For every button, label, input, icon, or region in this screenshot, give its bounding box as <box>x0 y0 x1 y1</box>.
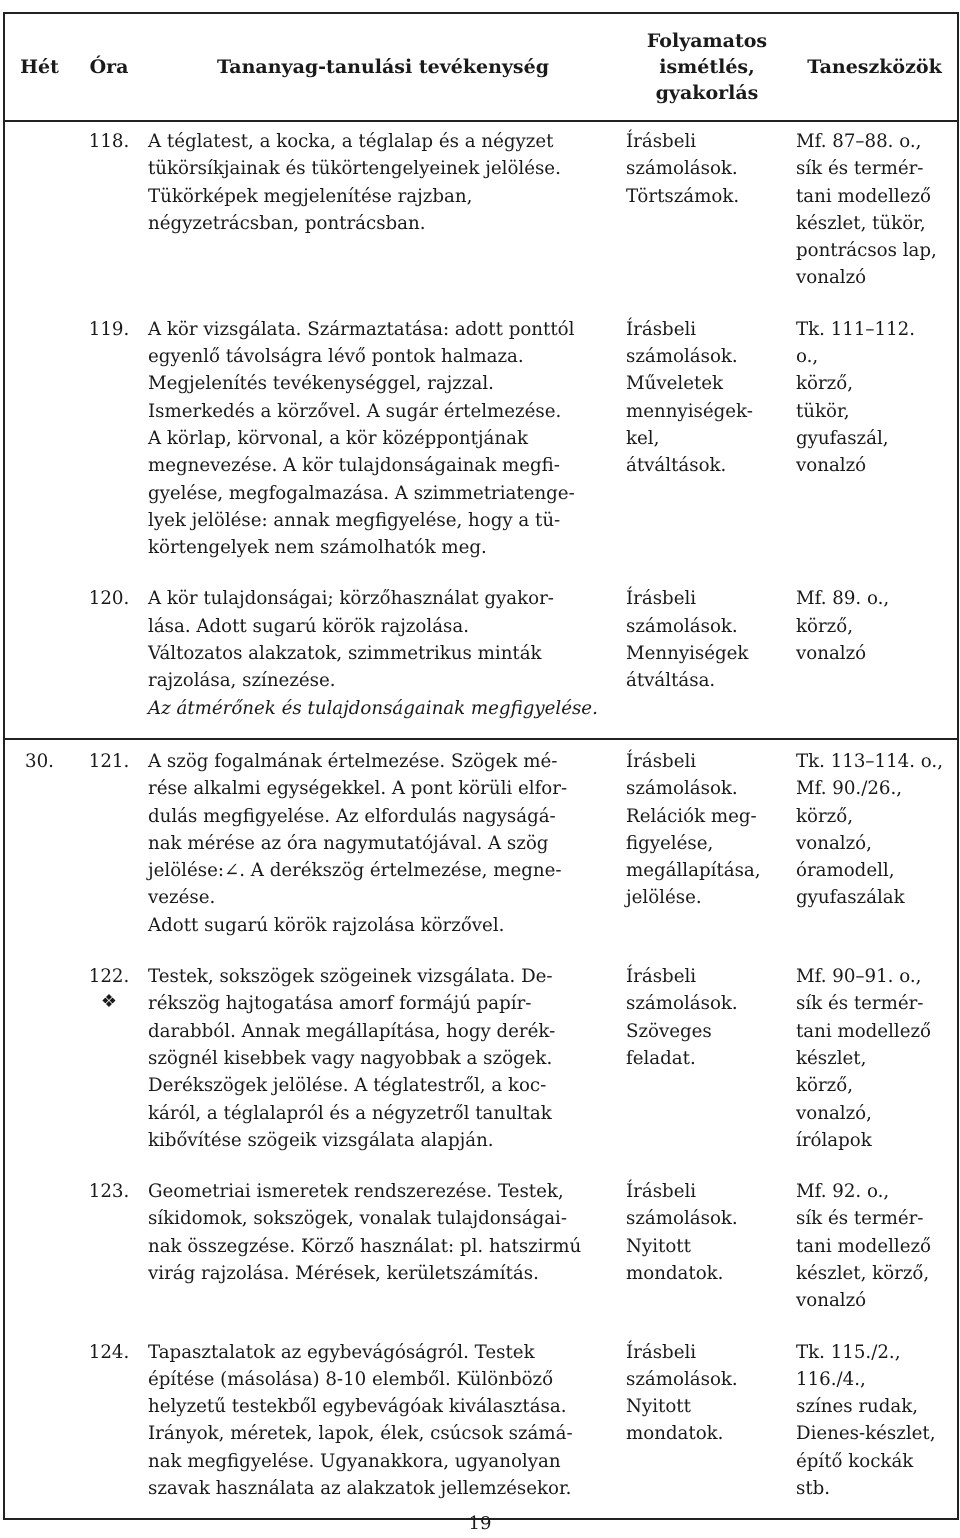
tools-line: sík és termér- <box>796 1208 924 1230</box>
repetition-line: feladat. <box>626 1047 696 1069</box>
topic-line: vezése. <box>148 887 216 909</box>
topic-line: Megjelenítés tevékenységgel, rajzzal. <box>148 373 494 395</box>
tools-line: o., <box>796 346 819 368</box>
topic-line: rése alkalmi egységekkel. A pont körüli elfor- <box>148 778 568 800</box>
lesson-plan-table <box>3 12 959 1520</box>
topic-cell <box>144 1170 622 1330</box>
tools-cell <box>792 955 958 1170</box>
tools-line: készlet, tükör, <box>796 212 926 234</box>
table-row <box>4 955 958 1170</box>
week-cell <box>4 1331 74 1520</box>
tools-line: 116./4., <box>796 1368 866 1390</box>
topic-line: A körlap, körvonal, a kör középpontjának <box>148 427 528 449</box>
tools-line: tani modellező <box>796 1020 931 1042</box>
table-row <box>4 1331 958 1520</box>
diamond-mark-icon: ❖ <box>100 991 118 1013</box>
topic-line: káról, a téglalapról és a négyzetről tanultak <box>148 1102 552 1124</box>
lesson-number: 120. <box>88 588 130 610</box>
tools-line: készlet, <box>796 1047 867 1069</box>
topic-line: Tapasztalatok az egybevágóságról. Testek <box>148 1341 535 1363</box>
header-repetition-line: Folyamatos <box>646 30 768 52</box>
repetition-line: Nyitott <box>626 1235 691 1257</box>
topic-cell <box>144 1331 622 1520</box>
topic-line: lása. Adott sugarú körök rajzolása. <box>148 615 469 637</box>
tools-line: vonalzó <box>796 643 867 665</box>
topic-line: Testek, sokszögek szögeinek vizsgálata. De- <box>148 966 553 988</box>
hour-cell <box>74 1170 144 1330</box>
topic-line: körtengelyek nem számolhatók meg. <box>148 537 487 559</box>
topic-line: rajzolása, színezése. <box>148 670 336 692</box>
tools-line: körző, <box>796 615 853 637</box>
hour-cell <box>74 1331 144 1520</box>
week-cell <box>4 121 74 308</box>
tools-line: pontrácsos lap, <box>796 240 937 262</box>
hour-cell <box>74 955 144 1170</box>
week-cell <box>4 955 74 1170</box>
lesson-number: 122. <box>88 966 130 988</box>
table-body <box>4 121 958 1519</box>
table-row <box>4 1170 958 1330</box>
hour-cell <box>74 739 144 955</box>
topic-line: jelölése:∠. A derékszög értelmezése, megne- <box>148 860 562 882</box>
topic-line: négyzetrácsban, pontrácsban. <box>148 212 426 234</box>
week-cell <box>4 308 74 578</box>
repetition-line: Írásbeli <box>626 131 697 152</box>
tools-line: gyufaszál, <box>796 427 889 449</box>
topic-line: Derékszögek jelölése. A téglatestről, a koc- <box>148 1075 547 1097</box>
page-number: 19 <box>468 1513 492 1534</box>
topic-line: nak mérése az óra nagymutatójával. A szög <box>148 832 549 854</box>
tools-line: körző, <box>796 805 853 827</box>
tools-cell <box>792 739 958 955</box>
tools-line: körző, <box>796 1075 853 1097</box>
tools-line: készlet, körző, <box>796 1262 930 1284</box>
table-row <box>4 577 958 738</box>
tools-cell <box>792 121 958 308</box>
repetition-line: Relációk meg- <box>626 805 757 827</box>
header-hour: Óra <box>74 13 144 121</box>
repetition-line: Törtszámok. <box>626 185 740 207</box>
header-week: Hét <box>4 13 74 121</box>
header-topic: Tananyag-tanulási tevékenység <box>144 13 622 121</box>
header-repetition <box>622 13 792 121</box>
tools-line: gyufaszálak <box>796 887 905 909</box>
repetition-line: Nyitott <box>626 1396 691 1418</box>
topic-cell <box>144 739 622 955</box>
topic-line: szavak használata az alakzatok jellemzésekor. <box>148 1478 572 1500</box>
topic-line: A téglatest, a kocka, a téglalap és a négyzet <box>148 131 554 152</box>
topic-line: tükörsíkjainak és tükörtengelyeinek jelölése. <box>148 158 561 180</box>
tools-line: stb. <box>796 1478 831 1500</box>
repetition-cell <box>622 121 792 308</box>
repetition-line: számolások. <box>626 346 738 368</box>
tools-line: színes rudak, <box>796 1396 919 1418</box>
tools-line: óramodell, <box>796 860 895 882</box>
repetition-line: mondatok. <box>626 1262 724 1284</box>
topic-line: A kör tulajdonságai; körzőhasználat gyakor- <box>148 588 554 610</box>
repetition-line: Írásbeli <box>626 966 697 988</box>
topic-line: síkidomok, sokszögek, vonalak tulajdonságai- <box>148 1208 568 1230</box>
tools-line: tani modellező <box>796 1235 931 1257</box>
tools-line: vonalzó, <box>796 832 872 854</box>
week-cell <box>4 1170 74 1330</box>
header-repetition-line: gyakorlás <box>655 82 759 104</box>
repetition-cell <box>622 308 792 578</box>
tools-line: tükör, <box>796 400 850 422</box>
topic-line: lyek jelölése: annak megfigyelése, hogy a tü- <box>148 509 561 531</box>
repetition-cell <box>622 577 792 738</box>
repetition-line: átváltások. <box>626 455 727 477</box>
week-cell <box>4 739 74 955</box>
repetition-cell <box>622 1170 792 1330</box>
tools-line: Dienes-készlet, <box>796 1423 936 1445</box>
topic-cell <box>144 955 622 1170</box>
repetition-line: kel, <box>626 427 660 449</box>
table-row <box>4 308 958 578</box>
topic-line: helyzetű testekből egybevágóak kiválasztása. <box>148 1396 567 1418</box>
repetition-line: Írásbeli <box>626 1341 697 1363</box>
tools-line: sík és termér- <box>796 993 924 1015</box>
topic-line: A szög fogalmának értelmezése. Szögek mé- <box>148 750 558 772</box>
topic-line: rékszög hajtogatása amorf formájú papír- <box>148 993 532 1015</box>
topic-line: gyelése, megfogalmazása. A szimmetriatenge- <box>148 482 575 504</box>
lesson-number: 118. <box>88 131 130 152</box>
tools-line: Tk. 113–114. o., <box>796 750 943 772</box>
repetition-line: számolások. <box>626 1368 738 1390</box>
week-cell <box>4 577 74 738</box>
tools-line: építő kockák <box>796 1450 914 1472</box>
repetition-line: számolások. <box>626 778 738 800</box>
lesson-number: 121. <box>88 750 130 772</box>
tools-line: vonalzó <box>796 1290 867 1312</box>
topic-cell <box>144 308 622 578</box>
repetition-line: megállapítása, <box>626 860 761 882</box>
repetition-line: jelölése. <box>626 887 702 909</box>
tools-line: Mf. 92. o., <box>796 1181 890 1203</box>
tools-cell <box>792 1331 958 1520</box>
tools-line: tani modellező <box>796 185 931 207</box>
tools-cell <box>792 1170 958 1330</box>
tools-line: körző, <box>796 373 853 395</box>
lesson-number: 119. <box>88 318 130 340</box>
tools-line: Mf. 87–88. o., <box>796 131 922 152</box>
topic-line: Ismerkedés a körzővel. A sugár értelmezése. <box>148 400 562 422</box>
tools-line: Mf. 89. o., <box>796 588 890 610</box>
lesson-number: 124. <box>88 1341 130 1363</box>
tools-line: vonalzó <box>796 267 867 289</box>
repetition-line: Mennyiségek <box>626 643 749 665</box>
table-row <box>4 121 958 308</box>
tools-line: sík és termér- <box>796 158 924 180</box>
tools-line: Tk. 115./2., <box>796 1341 901 1363</box>
repetition-line: számolások. <box>626 615 738 637</box>
topic-line: Adott sugarú körök rajzolása körzővel. <box>148 914 505 936</box>
repetition-line: Írásbeli <box>626 750 697 772</box>
topic-line: szögnél kisebbek vagy nagyobbak a szögek. <box>148 1047 553 1069</box>
topic-cell <box>144 577 622 738</box>
topic-line: megnevezése. A kör tulajdonságainak megfi- <box>148 455 560 477</box>
repetition-line: Írásbeli <box>626 318 697 340</box>
tools-line: Mf. 90./26., <box>796 778 903 800</box>
tools-line: vonalzó <box>796 455 867 477</box>
topic-line: A kör vizsgálata. Származtatása: adott ponttól <box>148 318 575 340</box>
topic-line: dulás megfigyelése. Az elfordulás nagyságá- <box>148 805 556 827</box>
header-tools: Taneszközök <box>792 13 958 121</box>
table-row <box>4 739 958 955</box>
repetition-line: Szöveges <box>626 1020 712 1042</box>
repetition-line: Írásbeli <box>626 1181 697 1203</box>
repetition-cell <box>622 955 792 1170</box>
repetition-line: átváltása. <box>626 670 716 692</box>
repetition-cell <box>622 1331 792 1520</box>
tools-line: írólapok <box>796 1129 872 1151</box>
topic-line-italic: Az átmérőnek és tulajdonságainak megfigyelése. <box>148 697 598 719</box>
topic-line: virág rajzolása. Mérések, kerületszámítás. <box>148 1262 539 1284</box>
tools-cell <box>792 308 958 578</box>
repetition-line: számolások. <box>626 1208 738 1230</box>
header-repetition-line: ismétlés, <box>659 56 755 78</box>
lesson-number: 123. <box>88 1181 130 1203</box>
topic-line: építése (másolása) 8-10 elemből. Különböző <box>148 1368 554 1390</box>
hour-cell <box>74 121 144 308</box>
tools-line: vonalzó, <box>796 1102 872 1124</box>
topic-cell <box>144 121 622 308</box>
topic-line: kibővítése szögeik vizsgálata alapján. <box>148 1129 494 1151</box>
table-header-row <box>4 13 958 121</box>
hour-cell <box>74 577 144 738</box>
topic-line: Geometriai ismeretek rendszerezése. Testek, <box>148 1181 564 1203</box>
repetition-line: számolások. <box>626 158 738 180</box>
repetition-line: Műveletek <box>626 373 724 395</box>
topic-line: Tükörképek megjelenítése rajzban, <box>148 185 473 207</box>
tools-line: Mf. 90–91. o., <box>796 966 922 988</box>
topic-line: Változatos alakzatok, szimmetrikus minták <box>148 643 542 665</box>
tools-line: Tk. 111–112. <box>796 318 916 340</box>
topic-line: egyenlő távolságra lévő pontok halmaza. <box>148 346 524 368</box>
repetition-line: számolások. <box>626 993 738 1015</box>
repetition-cell <box>622 739 792 955</box>
topic-line: nak megfigyelése. Ugyanakkora, ugyanolyan <box>148 1450 561 1472</box>
topic-line: nak összegzése. Körző használat: pl. hatszirmú <box>148 1235 582 1257</box>
repetition-line: mennyiségek- <box>626 400 753 422</box>
repetition-line: mondatok. <box>626 1423 724 1445</box>
hour-cell <box>74 308 144 578</box>
tools-cell <box>792 577 958 738</box>
repetition-line: figyelése, <box>626 832 714 854</box>
week-number: 30. <box>25 750 54 772</box>
topic-line: darabból. Annak megállapítása, hogy derék- <box>148 1020 556 1042</box>
topic-line: Irányok, méretek, lapok, élek, csúcsok számá- <box>148 1423 573 1445</box>
repetition-line: Írásbeli <box>626 588 697 610</box>
